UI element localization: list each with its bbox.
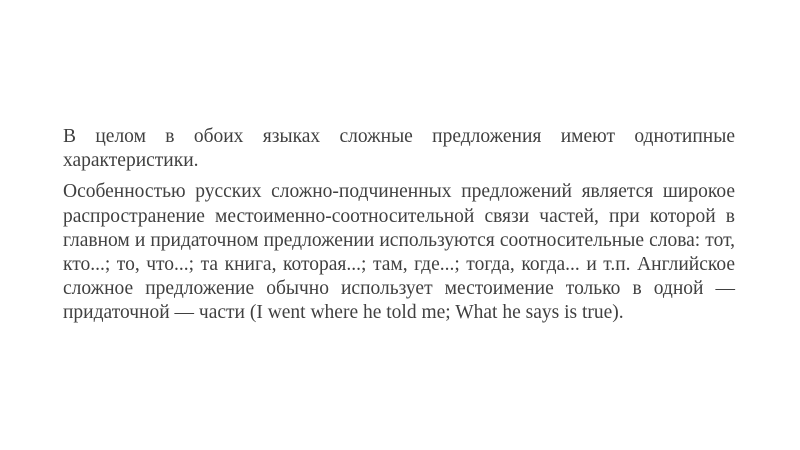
- paragraph-main: Особенностью русских сложно-подчиненных предложений является широкое распространение местоименно-соотносительной связи частей, при которой в главном и придаточном предложении используются соотносительные слова: тот, кто...; то, что...; та книга, которая...; там, где...; тогда, когда... и т.п. Английское сложное предложение обычно использует местоимение только в одной — придаточной — части (I went where he told me; What he says is true).: [63, 181, 735, 324]
- paragraph-intro: В целом в обоих языках сложные предложения имеют однотипные характеристики.: [63, 126, 735, 172]
- slide-body: [63, 125, 735, 326]
